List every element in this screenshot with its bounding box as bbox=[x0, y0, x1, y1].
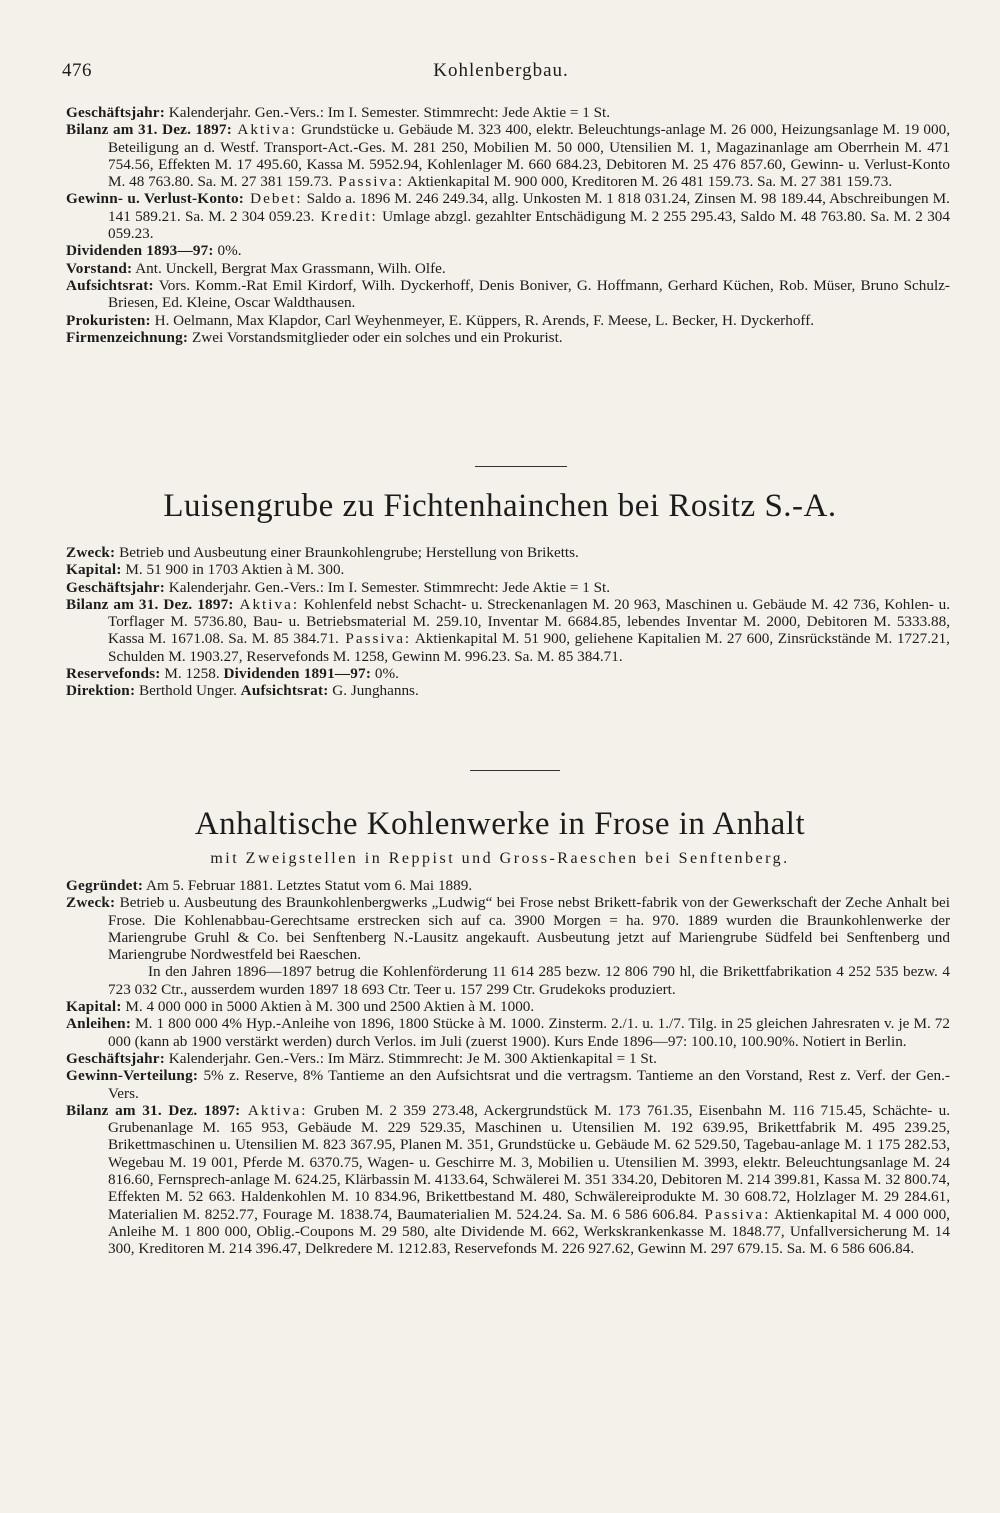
label: Bilanz am 31. Dez. 1897: bbox=[66, 595, 234, 613]
text: Kalenderjahr. Gen.-Vers.: Im März. Stimmrecht: Je M. 300 Aktienkapital = 1 St. bbox=[164, 1049, 657, 1067]
reservefonds-line bbox=[66, 665, 950, 682]
text: M. 1258. bbox=[160, 665, 220, 683]
text: G. Junghanns. bbox=[328, 682, 419, 700]
bilanz-paragraph bbox=[66, 121, 950, 190]
aktiva-label: Aktiva: bbox=[233, 595, 300, 613]
label: Prokuristen: bbox=[66, 311, 151, 329]
production-paragraph: In den Jahren 1896—1897 betrug die Kohlenförderung 11 614 285 bezw. 12 806 790 hl, die Brikettfabrikation 4 252 535 bezw. 4 723 032 Ctr., ausserdem wurden 1897 18 693 Ctr. Teer u. 157 299 Ctr. Grudekoks produziert. bbox=[108, 963, 950, 998]
section-divider bbox=[470, 770, 560, 771]
label: Reservefonds: bbox=[66, 665, 161, 683]
label: Gewinn-Verteilung: bbox=[66, 1067, 199, 1085]
text: Aktienkapital M. 4 000 000, Anleihe M. 1 800 000, Oblig.-Coupons M. 29 580, alte Dividende M. 662, Werkskrankenkasse M. 1848.77, Unfallversicherung M. 14 300, Kreditoren M. 214 396.47, Delkredere M. 1212.83, Reservefonds M. 226 927.62, Gewinn M. 297 679.15. Sa. M. 6 586 606.84. bbox=[108, 1205, 950, 1258]
label: Gewinn- u. Verlust-Konto: bbox=[66, 190, 245, 208]
passiva-label: Passiva: bbox=[338, 630, 412, 648]
text: Vors. Komm.-Rat Emil Kirdorf, Wilh. Dyckerhoff, Denis Boniver, G. Hoffmann, Gerhard Küchen, Rob. Müser, Bruno Schulz-Briesen, Ed. Kleine, Oscar Waldthausen. bbox=[108, 276, 950, 312]
label: Bilanz am 31. Dez. 1897: bbox=[66, 121, 232, 139]
section-divider bbox=[475, 466, 567, 467]
guv-paragraph bbox=[66, 190, 950, 242]
passiva-label: Passiva: bbox=[332, 173, 405, 191]
text: 0%. bbox=[213, 242, 242, 260]
label: Dividenden 1891—97: bbox=[223, 665, 372, 683]
text: Zwei Vorstandsmitglieder oder ein solches und ein Prokurist. bbox=[188, 328, 563, 346]
label: Vorstand: bbox=[66, 259, 133, 277]
text: Kohlenfeld nebst Schacht- u. Streckenanlagen M. 20 963, Maschinen u. Gebäude M. 42 736, Kohlen- u. Torflager M. 5736.80, Bau- u. Betriebsmaterial M. 259.10, Inventar M. 6684.85, lebendes Inventar M. 2000, Debitoren M. 5333.88, Kassa M. 1671.08. Sa. M. 85 384.71. bbox=[108, 595, 951, 648]
text: Kalenderjahr. Gen.-Vers.: Im I. Semester. Stimmrecht: Jede Aktie = 1 St. bbox=[164, 578, 611, 596]
text: Gruben M. 2 359 273.48, Ackergrundstück M. 173 761.35, Eisenbahn M. 116 715.45, Schächte- u. Grubenanlage M. 165 953, Gebäude M. 229 529.35, Maschinen u. Utensilien M. 192 639.95, Brikettfabrik M. 495 239.25, Brikettmaschinen u. Utensilien M. 823 367.95, Planen M. 351, Grundstücke u. Gebäude M. 62 529.50, Tagebau-anlage M. 1 175 282.53, Wegebau M. 19 001, Pferde M. 6370.75, Wagen- u. Geschirre M. 3, Mobilien u. Utensilien M. 3993, elektr. Beleuchtungsanlage M. 24 816.60, Fernsprech-anlage M. 624.25, Klärbassin M. 4133.64, Schwälerei M. 351 334.20, Debitoren M. 214 399.81, Kassa M. 32 800.74, Effekten M. 52 663. Haldenkohlen M. 10 834.96, Brikettbestand M. 480, Schwälereiprodukte M. 30 608.72, Holzlager M. 29 284.61, Materialien M. 8252.77, Fourage M. 1838.74, Baumaterialien M. 524.24. Sa. M. 6 586 606.84. bbox=[108, 1101, 951, 1223]
text: Kalenderjahr. Gen.-Vers.: Im I. Semester. Stimmrecht: Jede Aktie = 1 St. bbox=[164, 104, 611, 121]
geschaeftsjahr-line bbox=[66, 1050, 950, 1067]
bilanz-paragraph bbox=[66, 1102, 950, 1258]
firmenzeichnung-line bbox=[66, 329, 950, 346]
zweck-line bbox=[66, 544, 950, 561]
page-number: 476 bbox=[62, 60, 92, 81]
bilanz-paragraph bbox=[66, 596, 950, 665]
prokuristen-paragraph bbox=[66, 312, 950, 329]
label: Zweck: bbox=[66, 544, 116, 561]
label: Geschäftsjahr: bbox=[66, 104, 165, 121]
kapital-line bbox=[66, 561, 950, 578]
geschaeftsjahr-line bbox=[66, 579, 950, 596]
text: 5% z. Reserve, 8% Tantieme an den Aufsichtsrat und die vertragsm. Tantieme an den Vorstand, Rest z. Verf. der Gen.-Vers. bbox=[108, 1067, 950, 1102]
text: H. Oelmann, Max Klapdor, Carl Weyhenmeyer, E. Küppers, R. Arends, F. Meese, L. Becker, H. Dyckerhoff. bbox=[150, 311, 815, 329]
text: Betrieb und Ausbeutung einer Braunkohlengrube; Herstellung von Briketts. bbox=[115, 544, 579, 561]
aktiva-label: Aktiva: bbox=[240, 1101, 308, 1119]
text: M. 4 000 000 in 5000 Aktien à M. 300 und 2500 Aktien à M. 1000. bbox=[121, 998, 535, 1016]
label: Geschäftsjahr: bbox=[66, 1049, 165, 1067]
aufsichtsrat-paragraph bbox=[66, 277, 950, 312]
debet-label: Debet: bbox=[244, 190, 303, 208]
company-title: Anhaltische Kohlenwerke in Frose in Anhalt bbox=[194, 806, 806, 842]
zweck-paragraph bbox=[66, 894, 950, 963]
text: M. 1 800 000 4% Hyp.-Anleihe von 1896, 1800 Stücke à M. 1000. Zinsterm. 2./1. u. 1./7. Tilg. in 25 gleichen Jahresraten v. je M. 72 000 (kann ab 1900 verstärkt werden) durch Verlos. im Juli (zuerst 1900). Kurs Ende 1896—97: 100.10, 100.90%. Notiert in Berlin. bbox=[108, 1015, 950, 1050]
label: Gegründet: bbox=[66, 877, 144, 894]
label: Geschäftsjahr: bbox=[66, 578, 165, 596]
gegruendet-line bbox=[66, 877, 950, 894]
label: Kapital: bbox=[66, 561, 122, 579]
aktiva-label: Aktiva: bbox=[231, 121, 297, 139]
text: Grundstücke u. Gebäude M. 323 400, elektr. Beleuchtungs-anlage M. 26 000, Heizungsanlage M. 19 000, Beteiligung an d. Westf. Transport-Act.-Ges. M. 281 250, Mobilien M. 50 000, Utensilien M. 1, Magazinanlage am Oberrhein M. 471 754.56, Effekten M. 17 495.60, Kassa M. 5952.94, Kohlenlager M. 660 684.23, Debitoren M. 25 476 857.60, Gewinn- u. Verlust-Konto M. 48 763.80. Sa. M. 27 381 159.73. bbox=[108, 121, 951, 191]
label: Aufsichtsrat: bbox=[66, 276, 154, 294]
direktion-line bbox=[66, 682, 950, 699]
running-title: Kohlenbergbau. bbox=[433, 60, 569, 81]
company-title: Luisengrube zu Fichtenhainchen bei Rositz S.-A. bbox=[163, 488, 837, 524]
page-header bbox=[62, 60, 940, 86]
company-entry bbox=[66, 544, 950, 700]
label: Zweck: bbox=[66, 894, 116, 912]
dividenden-line bbox=[66, 242, 950, 259]
text: Ant. Unckell, Bergrat Max Grassmann, Wilh. Olfe. bbox=[132, 259, 446, 277]
text: Am 5. Februar 1881. Letztes Statut vom 6. Mai 1889. bbox=[143, 877, 473, 894]
text: Saldo a. 1896 M. 246 249.34, allg. Unkosten M. 1 818 031.24, Zinsen M. 98 189.44, Abschreibungen M. 141 589.21. Sa. M. 2 304 059.23. bbox=[108, 190, 950, 225]
label: Kapital: bbox=[66, 998, 122, 1016]
text: 0%. bbox=[371, 665, 399, 683]
anleihen-paragraph bbox=[66, 1015, 950, 1050]
label: Aufsichtsrat: bbox=[240, 682, 329, 700]
entry-continued bbox=[66, 104, 950, 346]
company-entry bbox=[66, 877, 950, 1258]
text: Aktienkapital M. 51 900, geliehene Kapitalien M. 27 600, Zinsrückstände M. 1727.21, Schulden M. 1903.27, Reservefonds M. 1258, Gewinn M. 996.23. Sa. M. 85 384.71. bbox=[108, 630, 950, 665]
company-subtitle: mit Zweigstellen in Reppist und Gross-Raeschen bei Senftenberg. bbox=[210, 850, 790, 867]
passiva-label: Passiva: bbox=[697, 1205, 771, 1223]
gewinn-verteilung-paragraph bbox=[66, 1067, 950, 1102]
text: Berthold Unger. bbox=[135, 682, 237, 700]
label: Direktion: bbox=[66, 682, 136, 700]
kapital-line bbox=[66, 998, 950, 1015]
text: Aktienkapital M. 900 000, Kreditoren M. 26 481 159.73. Sa. M. 27 381 159.73. bbox=[404, 173, 893, 191]
text: Umlage abzgl. gezahlter Entschädigung M. 2 255 295.43, Saldo M. 48 763.80. Sa. M. 2 304 059.23. bbox=[108, 207, 950, 243]
text: Betrieb u. Ausbeutung des Braunkohlenbergwerks „Ludwig“ bei Frose nebst Brikett-fabrik von der Gewerkschaft der Zeche Anhalt bei Frose. Die Kohlenabbau-Gerechtsame erstrecken sich auf ca. 3900 Morgen = ha. 970. 1889 wurden die Braunkohlenwerke der Mariengrube Gruhl & Co. bei Senftenberg N.-Lausitz angekauft. Ausbeutung jetzt auf Mariengrube Südfeld bei Senftenberg und Mariengrube Nordwestfeld bei Raeschen. bbox=[108, 894, 950, 964]
label: Firmenzeichnung: bbox=[66, 328, 189, 346]
geschaeftsjahr-line bbox=[66, 104, 950, 121]
kredit-label: Kredit: bbox=[314, 207, 378, 225]
label: Dividenden 1893—97: bbox=[66, 242, 214, 260]
text: M. 51 900 in 1703 Aktien à M. 300. bbox=[121, 561, 345, 579]
label: Anleihen: bbox=[66, 1015, 132, 1033]
vorstand-line bbox=[66, 260, 950, 277]
label: Bilanz am 31. Dez. 1897: bbox=[66, 1101, 241, 1119]
